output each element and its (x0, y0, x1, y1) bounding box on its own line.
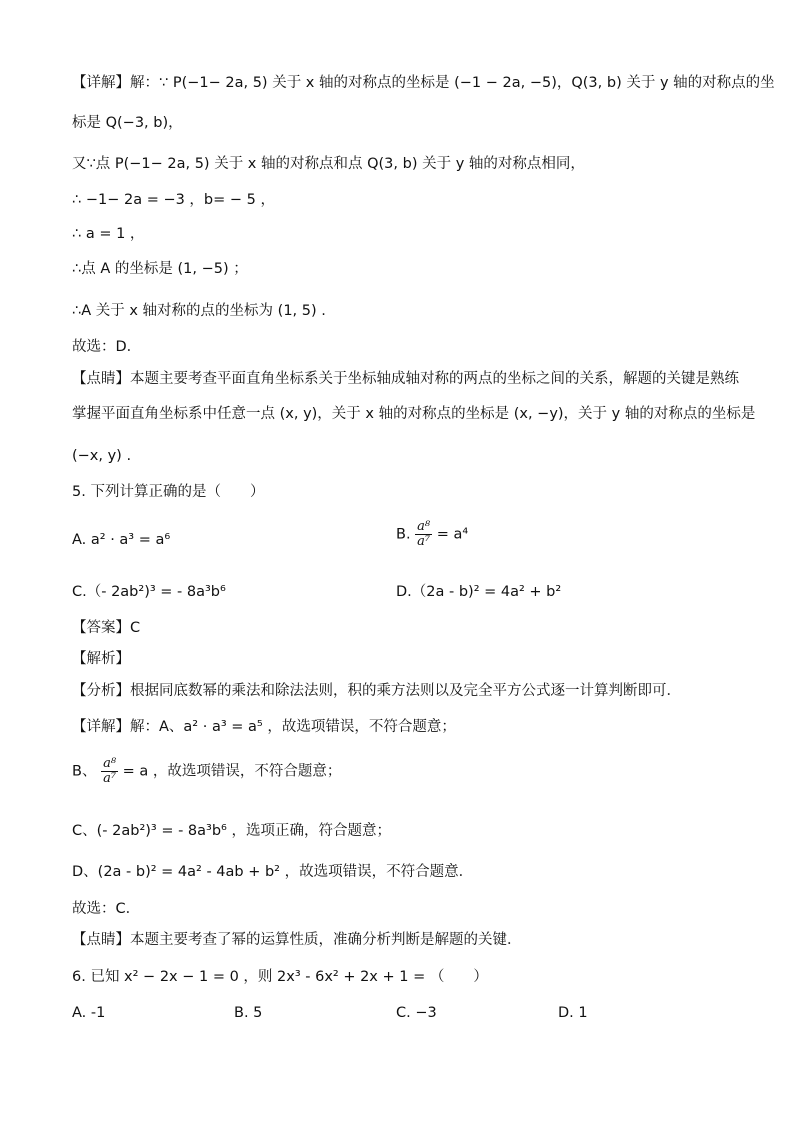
q5-option-b-label: B. (396, 526, 411, 543)
detail-b-fraction (101, 757, 118, 786)
comment-line-2: 掌握平面直角坐标系中任意一点 (x, y)，关于 x 轴的对称点的坐标是 (x, −y)，关于 y 轴的对称点的坐标是 (72, 406, 756, 422)
solution-line-3: 又∵点 P(−1− 2a, 5) 关于 x 轴的对称点和点 Q(3, b) 关于 y 轴的对称点相同， (72, 156, 585, 172)
solution-line-7: ∴A 关于 x 轴对称的点的坐标为 (1, 5) . (72, 303, 326, 319)
comment-line-1: 【点睛】本题主要考查平面直角坐标系关于坐标轴成轴对称的两点的坐标之间的关系，解题的关键是熟练 (72, 371, 739, 387)
solution-line-5: ∴ a = 1 ， (72, 226, 145, 242)
solution-line-2: 标是 Q(−3, b)， (72, 115, 183, 131)
q5-b-numerator: a⁸ (417, 519, 431, 534)
solution-line-1: 【详解】解：∵ P(−1− 2a, 5) 关于 x 轴的对称点的坐标是 (−1 − 2a, −5)，Q(3, b) 关于 y 轴的对称点的坐 (72, 75, 775, 91)
solution-line-4: ∴ −1− 2a = −3 ，b= − 5 ， (72, 192, 275, 208)
q6-option-b: B. 5 (234, 1005, 263, 1021)
detail-b-label: B、 (72, 763, 97, 780)
q5-option-b-rhs: = a⁴ (436, 526, 469, 543)
answer-label: 【答案】C (72, 620, 141, 636)
comment-line-3: (−x, y) . (72, 448, 132, 464)
q5-option-b-fraction (415, 520, 432, 549)
detail-b-denominator: a⁷ (103, 771, 117, 786)
q5-b-denominator: a⁷ (417, 534, 431, 549)
comment-q5: 【点睛】本题主要考查了幂的运算性质，准确分析判断是解题的关键． (72, 932, 522, 948)
q6-option-a: A. -1 (72, 1005, 106, 1021)
q5-option-c: C.（- 2ab²)³ = - 8a³b⁶ (72, 584, 226, 600)
choose-answer-d: 故选：D． (72, 339, 142, 355)
q6-option-d: D. 1 (558, 1005, 588, 1021)
q5-option-a: A. a² · a³ = a⁶ (72, 532, 171, 548)
detail-d: D、(2a - b)² = 4a² - 4ab + b² ，故选项错误，不符合题意． (72, 864, 474, 880)
choose-answer-c: 故选：C． (72, 901, 141, 917)
detail-c: C、(- 2ab²)³ = - 8a³b⁶ ，选项正确，符合题意； (72, 823, 391, 839)
analysis-text: 【分析】根据同底数幂的乘法和除法法则，积的乘方法则以及完全平方公式逐一计算判断即可． (72, 683, 681, 699)
detail-a: 【详解】解：A、a² · a³ = a⁵ ，故选项错误，不符合题意； (72, 719, 456, 735)
q6-option-c: C. −3 (396, 1005, 437, 1021)
q5-option-d: D.（2a - b)² = 4a² + b² (396, 584, 562, 600)
q5-option-b (396, 520, 468, 549)
detail-b-rest: = a ，故选项错误，不符合题意； (122, 763, 342, 780)
detail-b-numerator: a⁸ (103, 756, 117, 771)
question-5-title: 5. 下列计算正确的是（ ） (72, 484, 265, 500)
solution-line-6: ∴点 A 的坐标是 (1, −5) ； (72, 261, 248, 277)
analysis-label: 【解析】 (72, 651, 130, 667)
detail-b (72, 757, 341, 786)
question-6-title: 6. 已知 x² − 2x − 1 = 0 ，则 2x³ - 6x² + 2x + 1 = （ ） (72, 969, 488, 985)
